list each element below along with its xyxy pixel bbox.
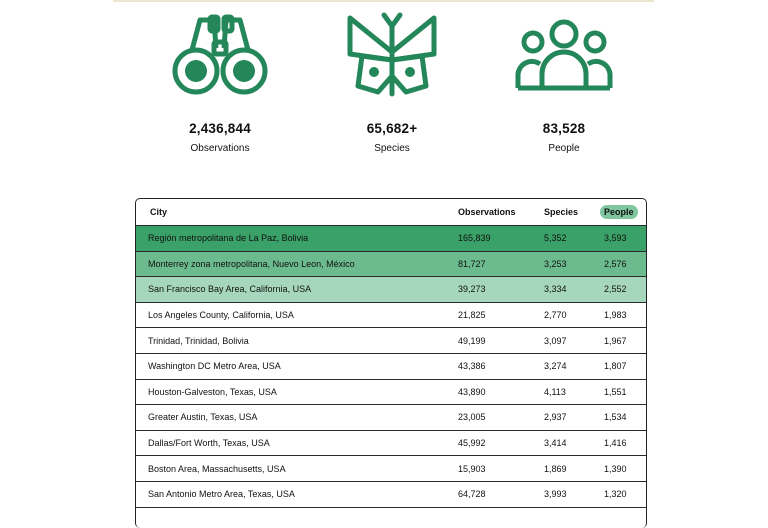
cell-people: 1,983 — [604, 302, 646, 328]
cell-species: 3,253 — [544, 251, 604, 277]
cell-city: Región metropolitana de La Paz, Bolivia — [136, 226, 458, 252]
cell-city: Houston-Galveston, Texas, USA — [136, 379, 458, 405]
column-header-observations[interactable]: Observations — [458, 207, 516, 217]
table-row — [136, 302, 646, 328]
column-header-species[interactable]: Species — [544, 207, 579, 217]
cell-city: San Antonio Metro Area, Texas, USA — [136, 481, 458, 507]
cell-people: 1,534 — [604, 405, 646, 431]
cell-observations: 21,825 — [458, 302, 544, 328]
cell-empty — [458, 507, 544, 528]
stat-observations — [150, 12, 290, 100]
cell-species: 3,274 — [544, 353, 604, 379]
cell-city: Greater Austin, Texas, USA — [136, 405, 458, 431]
people-label: People — [548, 143, 580, 154]
people-icon — [514, 12, 614, 100]
cell-observations: 23,005 — [458, 405, 544, 431]
cell-species: 2,770 — [544, 302, 604, 328]
cell-observations: 81,727 — [458, 251, 544, 277]
cell-people: 2,576 — [604, 251, 646, 277]
table-row-partial — [136, 507, 646, 528]
table-row — [136, 328, 646, 354]
cell-empty — [544, 507, 604, 528]
cell-city: Boston Area, Massachusetts, USA — [136, 456, 458, 482]
cell-species: 3,097 — [544, 328, 604, 354]
table-row — [136, 379, 646, 405]
observations-count: 2,436,844 — [189, 121, 251, 136]
cell-observations: 43,386 — [458, 353, 544, 379]
cell-species: 2,937 — [544, 405, 604, 431]
table-row — [136, 251, 646, 277]
cell-observations: 15,903 — [458, 456, 544, 482]
column-header-city[interactable]: City — [150, 207, 168, 217]
cell-city: Washington DC Metro Area, USA — [136, 353, 458, 379]
cell-species: 3,414 — [544, 430, 604, 456]
cell-observations: 43,890 — [458, 379, 544, 405]
cell-people: 1,807 — [604, 353, 646, 379]
cell-observations: 45,992 — [458, 430, 544, 456]
cell-people: 1,416 — [604, 430, 646, 456]
cell-observations: 165,839 — [458, 226, 544, 252]
table-row — [136, 430, 646, 456]
column-header-people[interactable] — [604, 199, 646, 226]
stat-species — [322, 12, 462, 100]
cell-observations: 49,199 — [458, 328, 544, 354]
cities-table — [135, 198, 647, 528]
table-row — [136, 353, 646, 379]
species-label: Species — [374, 143, 410, 154]
cell-people: 1,390 — [604, 456, 646, 482]
cell-city: Trinidad, Trinidad, Bolivia — [136, 328, 458, 354]
butterfly-icon — [342, 12, 442, 100]
people-sort-pill[interactable]: People — [600, 205, 638, 219]
cell-people: 3,593 — [604, 226, 646, 252]
table-row — [136, 226, 646, 252]
cell-species: 5,352 — [544, 226, 604, 252]
cell-city: Monterrey zona metropolitana, Nuevo Leon, México — [136, 251, 458, 277]
table-header-row — [136, 199, 646, 226]
cell-species: 3,993 — [544, 481, 604, 507]
cell-city: Dallas/Fort Worth, Texas, USA — [136, 430, 458, 456]
table-row — [136, 277, 646, 303]
cities-table-grid — [136, 199, 646, 528]
cell-observations: 39,273 — [458, 277, 544, 303]
cell-species: 3,334 — [544, 277, 604, 303]
cell-species: 1,869 — [544, 456, 604, 482]
table-row — [136, 405, 646, 431]
cell-city: Los Angeles County, California, USA — [136, 302, 458, 328]
table-row — [136, 481, 646, 507]
cell-empty — [604, 507, 646, 528]
cell-city: San Francisco Bay Area, California, USA — [136, 277, 458, 303]
cell-people: 1,320 — [604, 481, 646, 507]
cell-people: 2,552 — [604, 277, 646, 303]
cell-people: 1,967 — [604, 328, 646, 354]
cell-empty — [136, 507, 458, 528]
top-divider — [113, 0, 654, 2]
species-count: 65,682+ — [366, 121, 418, 136]
binoculars-icon — [170, 12, 270, 100]
observations-label: Observations — [190, 143, 250, 154]
cell-people: 1,551 — [604, 379, 646, 405]
cell-observations: 64,728 — [458, 481, 544, 507]
cell-species: 4,113 — [544, 379, 604, 405]
people-count: 83,528 — [542, 121, 586, 136]
stat-people — [494, 12, 634, 100]
table-row — [136, 456, 646, 482]
